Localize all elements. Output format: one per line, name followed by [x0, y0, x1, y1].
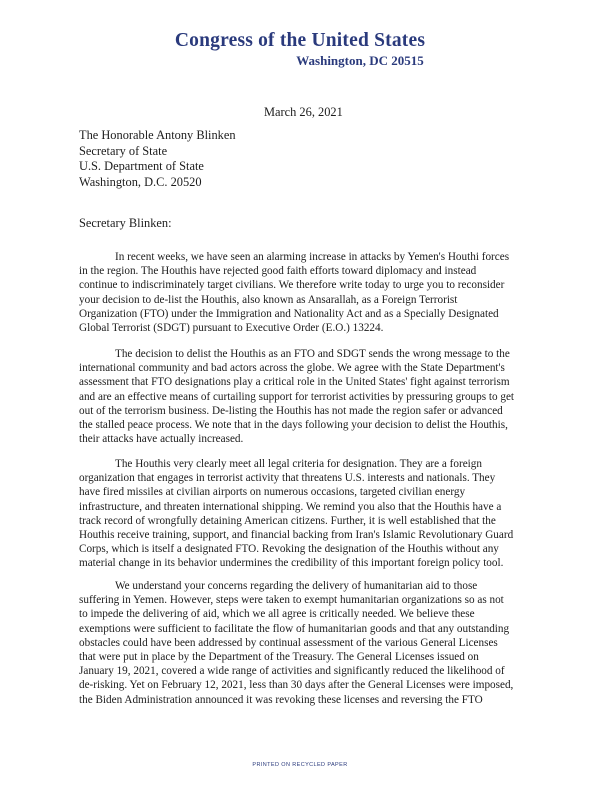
paragraph-line: January 19, 2021, covered a wide range of activities and significantly reduced the likelihood of [79, 665, 505, 678]
letter-date: March 26, 2021 [264, 105, 343, 119]
letterhead-title: Congress of the United States [174, 30, 426, 51]
body-paragraph-2 [79, 347, 529, 446]
paragraph-line: Global Terrorist (SDGT) pursuant to Executive Order (E.O.) 13224. [79, 322, 384, 335]
paragraph-line: your decision to de-list the Houthis, also known as Ansarallah, as a Foreign Terrorist [79, 293, 458, 306]
paragraph-line: suffering in Yemen. However, steps were taken to exempt humanitarian organizations so as not [79, 594, 504, 607]
paragraph-line: obstacles could have been addressed by continual assessment of the various General Licenses [79, 636, 498, 649]
paragraph-line: in the region. The Houthis have rejected good faith efforts toward diplomacy and instead [79, 265, 477, 278]
body-paragraph-4 [79, 579, 529, 707]
addressee-line: The Honorable Antony Blinken [79, 128, 236, 142]
paragraph-line: track record of wrongfully detaining American citizens. Further, it is well established that the [79, 514, 496, 527]
paragraph-line: the Biden Administration announced it was revoking these licenses and reversing the FTO [79, 693, 483, 706]
paragraph-line: out of the terrorism business. De-listing the Houthis has not made the region safer or advanced [79, 404, 503, 417]
paragraph-line: infrastructure, and threaten international shipping. We remind you also that the Houthis have a [79, 500, 502, 513]
paragraph-line: that were put in place by the Department of the Treasury. The General Licenses issued on [79, 651, 479, 664]
paragraph-line: their attacks have actually increased. [79, 433, 244, 446]
salutation: Secretary Blinken: [79, 216, 172, 230]
body-paragraph-1 [79, 250, 529, 335]
paragraph-line: The Houthis very clearly meet all legal criteria for designation. They are a foreign [115, 458, 482, 470]
recycled-paper-footer: PRINTED ON RECYCLED PAPER [252, 762, 348, 768]
paragraph-line: exemptions were sufficient to facilitate the flow of humanitarian goods and that any outstanding [79, 622, 510, 635]
paragraph-line: organization that engages in terrorist activity that threatens U.S. interests and nationals. They [79, 472, 496, 485]
addressee-block [79, 128, 236, 190]
paragraph-line: continue to indiscriminately target civilians. We therefore write today to urge you to reconsider [79, 279, 505, 292]
body-paragraph-3 [79, 457, 529, 571]
letterhead-location: Washington, DC 20515 [296, 53, 424, 68]
addressee-line: U.S. Department of State [79, 159, 204, 173]
paragraph-line: and are an effective means of curtailing support for terrorist activities by pressuring groups to get [79, 390, 515, 403]
paragraph-line: We understand your concerns regarding the delivery of humanitarian aid to those [115, 580, 478, 592]
paragraph-line: have fired missiles at civilian airports on numerous occasions, targeted civilian energy [79, 486, 466, 499]
paragraph-line: Organization (FTO) under the Immigration and Nationality Act and as a Specially Designated [79, 307, 499, 320]
paragraph-line: assessment that FTO designations play a critical role in the United States' fight against terrorism [79, 376, 510, 389]
paragraph-line: de-risking. Yet on February 12, 2021, less than 30 days after the General Licenses were imposed, [79, 679, 514, 692]
addressee-line: Washington, D.C. 20520 [79, 174, 202, 189]
addressee-line: Secretary of State [79, 143, 168, 158]
paragraph-line: The decision to delist the Houthis as an FTO and SDGT sends the wrong message to the [115, 348, 510, 360]
paragraph-line: Houthis receive training, support, and financial backing from Iran's Islamic Revolutionary Guard [79, 529, 514, 542]
paragraph-line: international community and bad actors across the globe. We agree with the State Department's [79, 362, 505, 375]
paragraph-line: material change in its behavior undermines the credibility of this important foreign policy tool. [79, 557, 504, 570]
paragraph-line: to impede the delivering of aid, which we all agree is critically needed. We believe these [79, 608, 475, 621]
paragraph-line: Corps, which is itself a designated FTO. Revoking the designation of the Houthis without any [79, 543, 499, 556]
paragraph-line: the stalled peace process. We note that in the days following your decision to delist the Houthis, [79, 419, 508, 432]
paragraph-line: In recent weeks, we have seen an alarming increase in attacks by Yemen's Houthi forces [115, 251, 510, 263]
